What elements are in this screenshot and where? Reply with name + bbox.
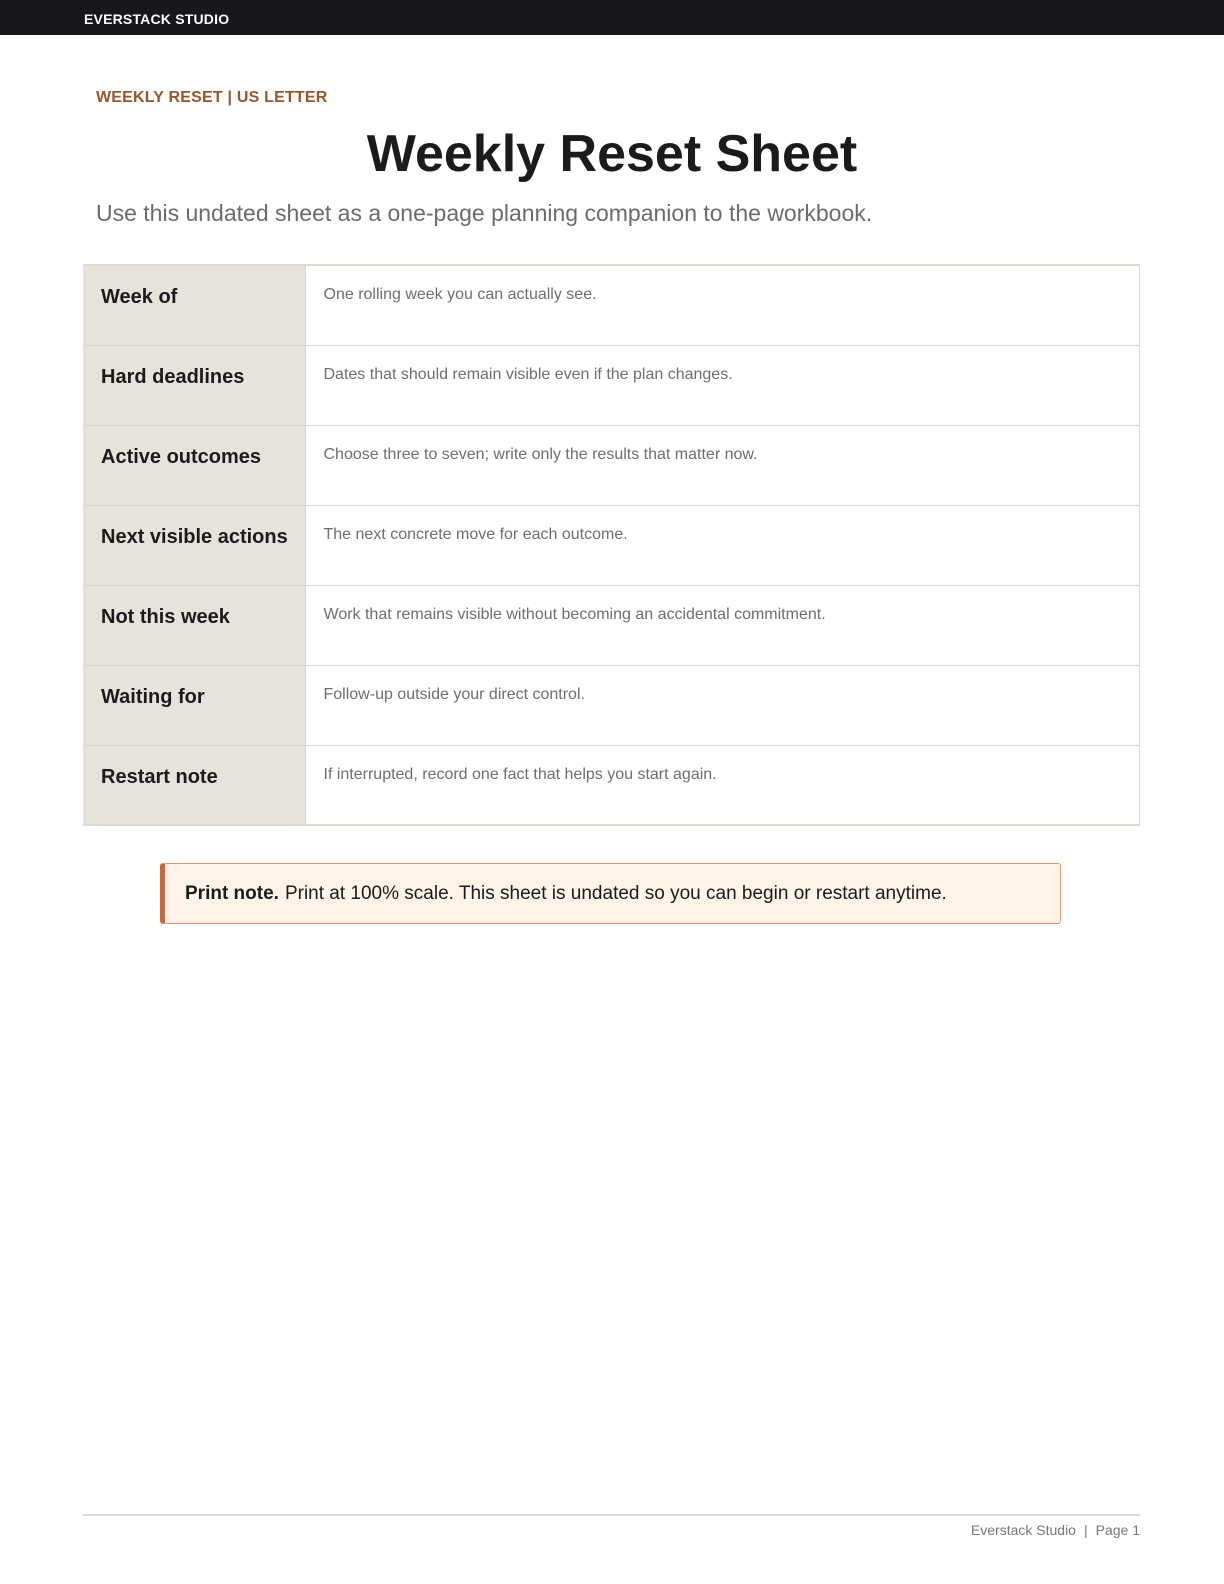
table-row (83, 745, 1140, 825)
brand-name: EVERSTACK STUDIO (84, 11, 230, 27)
footer-divider (83, 1514, 1140, 1516)
row-label: Active outcomes (83, 425, 305, 505)
row-prompt: If interrupted, record one fact that helps you start again. (305, 745, 1140, 825)
row-prompt: One rolling week you can actually see. (305, 265, 1140, 345)
eyebrow-label: WEEKLY RESET | US LETTER (96, 89, 328, 106)
table-row (83, 265, 1140, 345)
top-bar (0, 0, 1224, 35)
footer-separator: | (1083, 1522, 1088, 1538)
row-label: Restart note (83, 745, 305, 825)
print-note-callout (160, 863, 1061, 924)
row-prompt: Work that remains visible without becoming an accidental commitment. (305, 585, 1140, 665)
table-row (83, 585, 1140, 665)
row-label: Waiting for (83, 665, 305, 745)
row-label: Hard deadlines (83, 345, 305, 425)
table-row (83, 425, 1140, 505)
page-subtitle: Use this undated sheet as a one-page planning companion to the workbook. (96, 200, 873, 226)
row-label: Week of (83, 265, 305, 345)
table-row (83, 505, 1140, 585)
reset-sheet-table (83, 264, 1140, 826)
print-note-text: Print at 100% scale. This sheet is undated so you can begin or restart anytime. (284, 882, 947, 904)
row-label: Not this week (83, 585, 305, 665)
row-prompt: Choose three to seven; write only the results that matter now. (305, 425, 1140, 505)
row-prompt: Follow-up outside your direct control. (305, 665, 1140, 745)
row-label: Next visible actions (83, 505, 305, 585)
table-row (83, 345, 1140, 425)
page-footer (971, 1522, 1140, 1538)
row-prompt: Dates that should remain visible even if the plan changes. (305, 345, 1140, 425)
row-prompt: The next concrete move for each outcome. (305, 505, 1140, 585)
table-row (83, 665, 1140, 745)
page-title: Weekly Reset Sheet (366, 125, 858, 183)
footer-page-number: Page 1 (1095, 1522, 1140, 1538)
print-note-label: Print note. (185, 882, 279, 904)
footer-studio: Everstack Studio (970, 1522, 1076, 1538)
